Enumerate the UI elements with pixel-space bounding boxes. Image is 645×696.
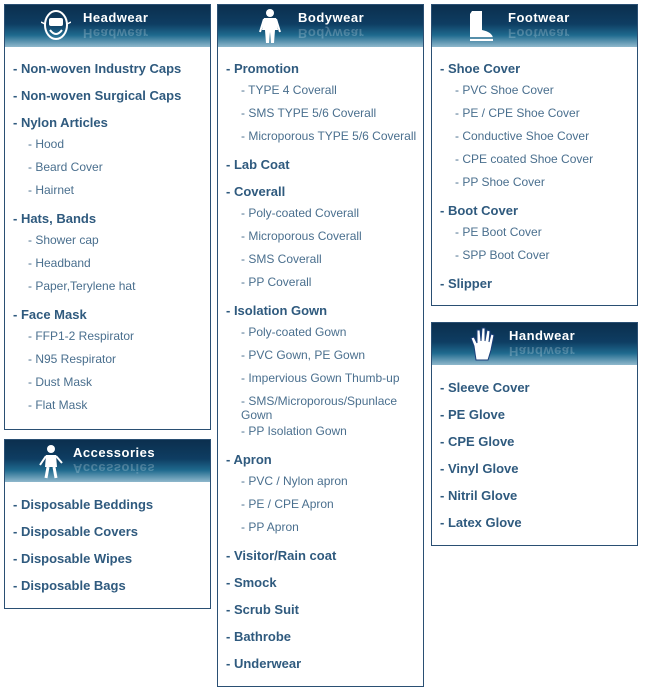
bodywear-title-reflection: Bodywear	[298, 26, 365, 41]
list-item[interactable]: - Disposable Wipes	[13, 551, 133, 566]
list-item[interactable]: - FFP1-2 Respirator	[28, 329, 135, 343]
handwear-title-reflection: Handwear	[509, 344, 576, 359]
list-item[interactable]: - Flat Mask	[28, 398, 88, 412]
list-item[interactable]: - Visitor/Rain coat	[226, 548, 337, 563]
handwear-panel	[431, 322, 638, 546]
list-item[interactable]: - Lab Coat	[226, 157, 290, 172]
list-item[interactable]: - N95 Respirator	[28, 352, 117, 366]
list-item[interactable]: - Promotion	[226, 61, 299, 76]
list-item[interactable]: - Hairnet	[28, 183, 75, 197]
list-item[interactable]: - Beard Cover	[28, 160, 103, 174]
list-item[interactable]: - SMS TYPE 5/6 Coverall	[241, 106, 377, 120]
accessories-panel	[4, 439, 211, 609]
list-item[interactable]: - Disposable Bags	[13, 578, 126, 593]
list-item[interactable]: - Dust Mask	[28, 375, 93, 389]
accessories-title-reflection: Accessories	[73, 461, 156, 476]
list-item[interactable]: - Underwear	[226, 656, 302, 671]
list-item[interactable]: - Sleeve Cover	[440, 380, 530, 395]
list-item[interactable]: - Apron	[226, 452, 272, 467]
list-item[interactable]: - TYPE 4 Coverall	[241, 83, 337, 97]
list-item[interactable]: - Headband	[28, 256, 91, 270]
list-item[interactable]: - Microporous Coverall	[241, 229, 362, 243]
list-item[interactable]: - Vinyl Glove	[440, 461, 519, 476]
list-item[interactable]: - Non-woven Surgical Caps	[13, 88, 182, 103]
list-item[interactable]: - PE / CPE Shoe Cover	[455, 106, 580, 120]
list-item[interactable]: - PVC Gown, PE Gown	[241, 348, 366, 362]
accessories-header	[5, 440, 210, 482]
footwear-title-reflection: Footwear	[508, 26, 570, 41]
list-item[interactable]: - Face Mask	[13, 307, 87, 322]
list-item[interactable]: - Impervious Gown Thumb-up	[241, 371, 400, 385]
list-item[interactable]: - Non-woven Industry Caps	[13, 61, 182, 76]
bodywear-header	[218, 5, 423, 47]
footwear-title: Footwear	[508, 10, 570, 25]
list-item[interactable]: - PP Isolation Gown	[241, 424, 347, 438]
list-item[interactable]: - Hats, Bands	[13, 211, 97, 226]
boot-icon	[466, 8, 494, 44]
list-item[interactable]: - Paper,Terylene hat	[28, 279, 136, 293]
list-item[interactable]: - Hood	[28, 137, 65, 151]
footwear-header	[432, 5, 637, 47]
list-item[interactable]: - Smock	[226, 575, 277, 590]
list-item[interactable]: - Slipper	[440, 276, 493, 291]
bodywear-panel	[217, 4, 424, 687]
list-item[interactable]: - Coverall	[226, 184, 286, 199]
list-item[interactable]: - PE Boot Cover	[455, 225, 542, 239]
glove-icon	[468, 326, 496, 362]
list-item[interactable]: - Poly-coated Coverall	[241, 206, 360, 220]
coverall-suit-icon	[258, 8, 282, 44]
list-item[interactable]: - Isolation Gown	[226, 303, 328, 318]
list-item[interactable]: - Shoe Cover	[440, 61, 521, 76]
list-item[interactable]: - Latex Glove	[440, 515, 522, 530]
list-item[interactable]: - PE / CPE Apron	[241, 497, 334, 511]
list-item[interactable]: - Poly-coated Gown	[241, 325, 347, 339]
headwear-title: Headwear	[83, 10, 149, 25]
worker-icon	[37, 443, 65, 479]
list-item[interactable]: - PP Coverall	[241, 275, 312, 289]
list-item[interactable]: - Nylon Articles	[13, 115, 108, 130]
list-item[interactable]: - SMS Coverall	[241, 252, 322, 266]
list-item[interactable]: - SMS/Microporous/Spunlace Gown	[241, 394, 398, 422]
list-item[interactable]: - Nitril Glove	[440, 488, 518, 503]
accessories-title: Accessories	[73, 445, 156, 460]
list-item[interactable]: - CPE Glove	[440, 434, 515, 449]
bodywear-title: Bodywear	[298, 10, 365, 25]
handwear-header	[432, 323, 637, 365]
footwear-panel	[431, 4, 638, 306]
list-item[interactable]: - Microporous TYPE 5/6 Coverall	[241, 129, 417, 143]
list-item[interactable]: - SPP Boot Cover	[455, 248, 550, 262]
list-item[interactable]: - Bathrobe	[226, 629, 291, 644]
list-item[interactable]: - Conductive Shoe Cover	[455, 129, 590, 143]
list-item[interactable]: - PP Apron	[241, 520, 299, 534]
handwear-title: Handwear	[509, 328, 576, 343]
headwear-panel	[4, 4, 211, 430]
list-item[interactable]: - Disposable Beddings	[13, 497, 154, 512]
list-item[interactable]: - CPE coated Shoe Cover	[455, 152, 594, 166]
face-mask-icon	[41, 8, 71, 44]
headwear-header	[5, 5, 210, 47]
list-item[interactable]: - PVC / Nylon apron	[241, 474, 348, 488]
headwear-title-reflection: Headwear	[83, 26, 149, 41]
list-item[interactable]: - Boot Cover	[440, 203, 518, 218]
list-item[interactable]: - PP Shoe Cover	[455, 175, 545, 189]
list-item[interactable]: - Shower cap	[28, 233, 99, 247]
list-item[interactable]: - PE Glove	[440, 407, 506, 422]
list-item[interactable]: - Scrub Suit	[226, 602, 299, 617]
list-item[interactable]: - PVC Shoe Cover	[455, 83, 554, 97]
list-item[interactable]: - Disposable Covers	[13, 524, 138, 539]
